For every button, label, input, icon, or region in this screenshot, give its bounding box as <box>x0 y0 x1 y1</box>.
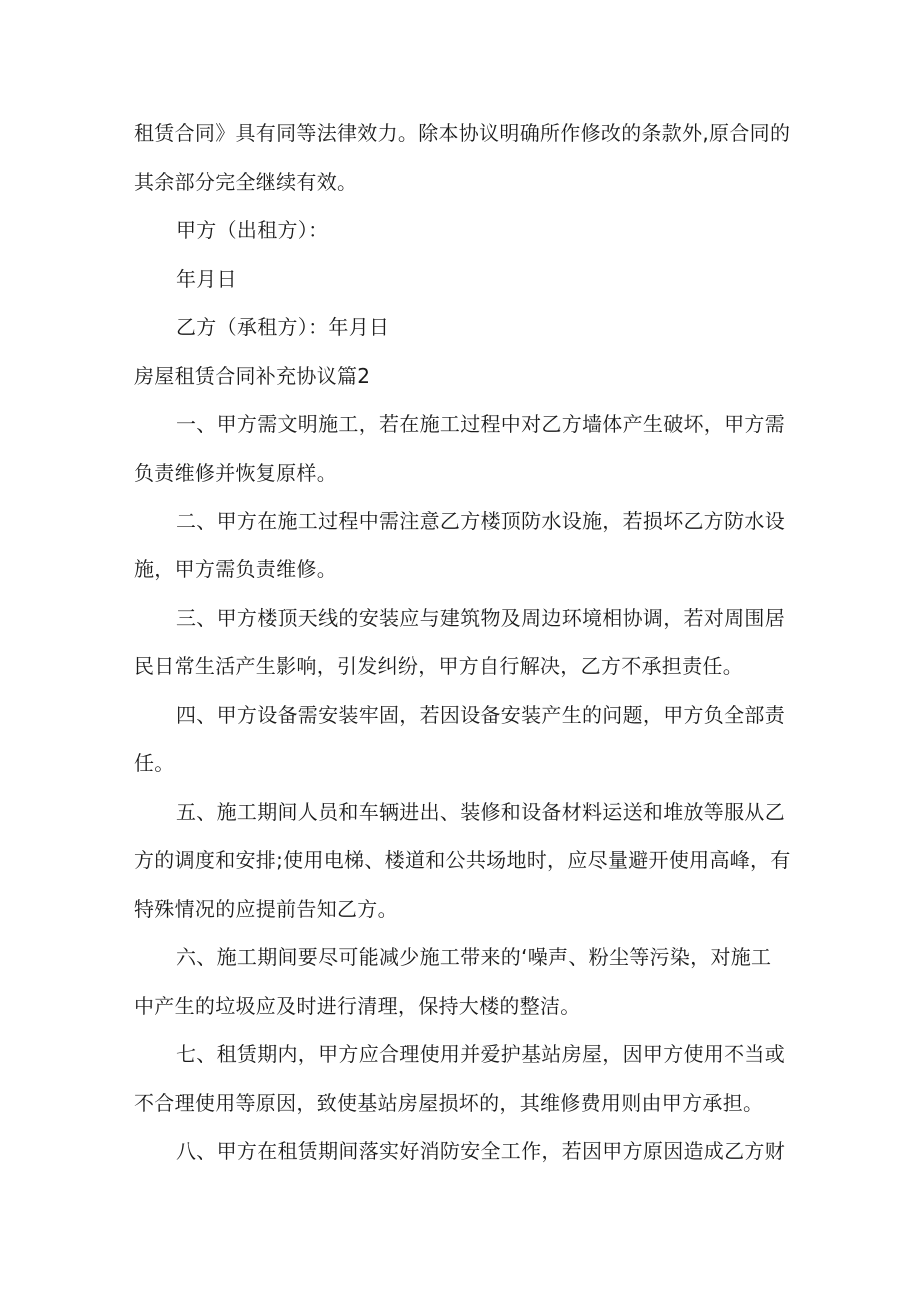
clause-7-line-1: 七、租赁期内，甲方应合理使用并爱护基站房屋，因甲方使用不当或 <box>176 1042 785 1066</box>
section-heading: 房屋租赁合同补充协议篇2 <box>134 364 371 388</box>
clause-6-line-1: 六、施工期间要尽可能减少施工带来的‘噪声、粉尘等污染，对施工 <box>176 945 772 969</box>
clause-8-line-1: 八、甲方在租赁期间落实好消防安全工作，若因甲方原因造成乙方财 <box>176 1139 785 1163</box>
signature-party-a: 甲方（出租方）： <box>176 218 329 242</box>
paragraph-line: 其余部分完全继续有效。 <box>134 170 358 194</box>
clause-4-line-2: 任。 <box>134 751 175 775</box>
signature-party-b: 乙方（承租方）：年月日 <box>176 315 390 339</box>
paragraph-line: 租赁合同》具有同等法律效力。除本协议明确所作修改的条款外,原合同的 <box>134 121 791 145</box>
clause-3-line-1: 三、甲方楼顶天线的安装应与建筑物及周边环境相协调，若对周围居 <box>176 606 785 630</box>
clause-7-line-2: 不合理使用等原因，致使基站房屋损坏的，其维修费用则由甲方承担。 <box>134 1091 764 1115</box>
signature-date: 年月日 <box>176 267 237 291</box>
clause-6-line-2: 中产生的垃圾应及时进行清理，保持大楼的整洁。 <box>134 994 581 1018</box>
clause-1-line-2: 负责维修并恢复原样。 <box>134 461 337 485</box>
clause-5-line-3: 特殊情况的应提前告知乙方。 <box>134 897 398 921</box>
clause-3-line-2: 民日常生活产生影响，引发纠纷，甲方自行解决，乙方不承担责任。 <box>134 654 743 678</box>
clause-1-line-1: 一、甲方需文明施工，若在施工过程中对乙方墙体产生破坏，甲方需 <box>176 412 785 436</box>
clause-2-line-2: 施，甲方需负责维修。 <box>134 557 337 581</box>
clause-5-line-1: 五、施工期间人员和车辆进出、装修和设备材料运送和堆放等服从乙 <box>176 800 785 824</box>
clause-5-line-2: 方的调度和安排;使用电梯、楼道和公共场地时，应尽量避开使用高峰，有 <box>134 848 791 872</box>
clause-4-line-1: 四、甲方设备需安装牢固，若因设备安装产生的问题，甲方负全部责 <box>176 703 785 727</box>
clause-2-line-1: 二、甲方在施工过程中需注意乙方楼顶防水设施，若损坏乙方防水设 <box>176 509 785 533</box>
